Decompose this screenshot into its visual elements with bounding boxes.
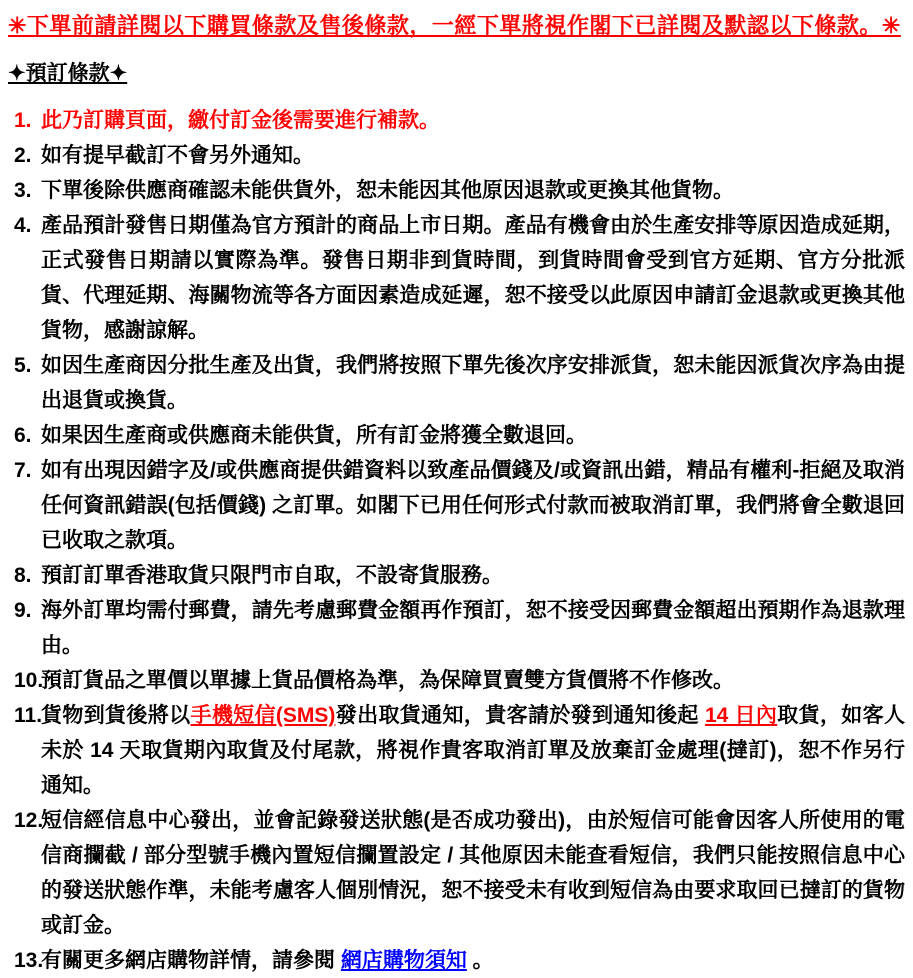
purchase-terms-warning-title: ✳下單前請詳閱以下購買條款及售後條款，一經下單將視作閣下已詳閱及默認以下條款。✳ (8, 13, 901, 38)
term-number: 11. (14, 704, 43, 727)
term-number: 1. (14, 109, 32, 132)
term-text: 預訂訂單香港取貨只限門市自取，不設寄貨服務。 (41, 564, 503, 587)
store-shopping-notice-link[interactable]: 網店購物須知 (340, 949, 467, 972)
term-item (14, 208, 905, 348)
term-text: 短信經信息中心發出，並會記錄發送狀態(是否成功發出)，由於短信可能會因客人所使用的電信商攔截 / 部分型號手機內置短信攔置設定 / 其他原因未能查看短信，我們只能按照信息中心的發送狀態作準，未能考慮客人個別情況，恕不接受未有收到短信為由要求取回已撻訂的貨物或訂金。 (41, 809, 905, 937)
term-text: 貨物到貨後將以 (41, 704, 191, 727)
term-number: 2. (14, 144, 32, 167)
term-text: 。 (466, 949, 494, 972)
term-item (14, 803, 905, 943)
term-text: 如有出現因錯字及/或供應商提供錯資料以致產品價錢及/或資訊出錯，精品有權利-拒絕及取消任何資訊錯誤(包括價錢) 之訂單。如閣下已用任何形式付款而被取消訂單，我們將會全數退回已收取之款項。 (41, 459, 905, 552)
term-item (14, 558, 905, 593)
pickup-deadline-highlight: 14 日內 (704, 704, 778, 727)
term-item (14, 943, 905, 978)
term-number: 10. (14, 669, 44, 692)
term-number: 7. (14, 459, 32, 482)
term-number: 4. (14, 214, 32, 237)
term-text: 如有提早截訂不會另外通知。 (41, 144, 314, 167)
term-number: 13. (14, 949, 44, 972)
term-item (14, 348, 905, 418)
term-item (14, 453, 905, 558)
term-text: 產品預計發售日期僅為官方預計的商品上市日期。產品有機會由於生產安排等原因造成延期，正式發售日期請以實際為準。發售日期非到貨時間，到貨時間會受到官方延期、官方分批派貨、代理延期、海關物流等各方面因素造成延遲，恕不接受以此原因申請訂金退款或更換其他貨物，感謝諒解。 (41, 214, 905, 342)
term-text: 有關更多網店購物詳情，請參閱 (41, 949, 341, 972)
term-number: 12. (14, 809, 44, 832)
term-item (14, 663, 905, 698)
term-item (14, 103, 905, 138)
term-number: 3. (14, 179, 32, 202)
term-text: 海外訂單均需付郵費，請先考慮郵費金額再作預訂，恕不接受因郵費金額超出預期作為退款理由。 (41, 599, 905, 657)
term-item (14, 138, 905, 173)
term-number: 5. (14, 354, 32, 377)
term-text: 取貨，如客人未於 14 天取貨期內取貨及付尾款，將視作貴客取消訂單及放棄訂金處理(撻訂)，恕不作另行通知。 (41, 704, 906, 797)
sms-notice-highlight: 手機短信(SMS) (190, 704, 336, 727)
term-text: 此乃訂購頁面，繳付訂金後需要進行補款。 (41, 109, 440, 132)
terms-list (14, 103, 906, 978)
term-text: 下單後除供應商確認未能供貨外，恕未能因其他原因退款或更換其他貨物。 (41, 179, 734, 202)
term-number: 6. (14, 424, 32, 447)
term-text: 預訂貨品之單價以單據上貨品價格為準，為保障買賣雙方貨價將不作修改。 (41, 669, 734, 692)
term-text: 如果因生產商或供應商未能供貨，所有訂金將獲全數退回。 (41, 424, 587, 447)
term-item (14, 593, 905, 663)
term-text: 如因生產商因分批生產及出貨，我們將按照下單先後次序安排派貨，恕未能因派貨次序為由提出退貨或換貨。 (41, 354, 905, 412)
term-number: 8. (14, 564, 32, 587)
preorder-terms-heading: ✦預訂條款✦ (8, 62, 128, 85)
term-item (14, 418, 905, 453)
term-item (14, 698, 906, 803)
term-item (14, 173, 905, 208)
term-text: 發出取貨通知，貴客請於發到通知後起 (335, 704, 705, 727)
term-number: 9. (14, 599, 32, 622)
